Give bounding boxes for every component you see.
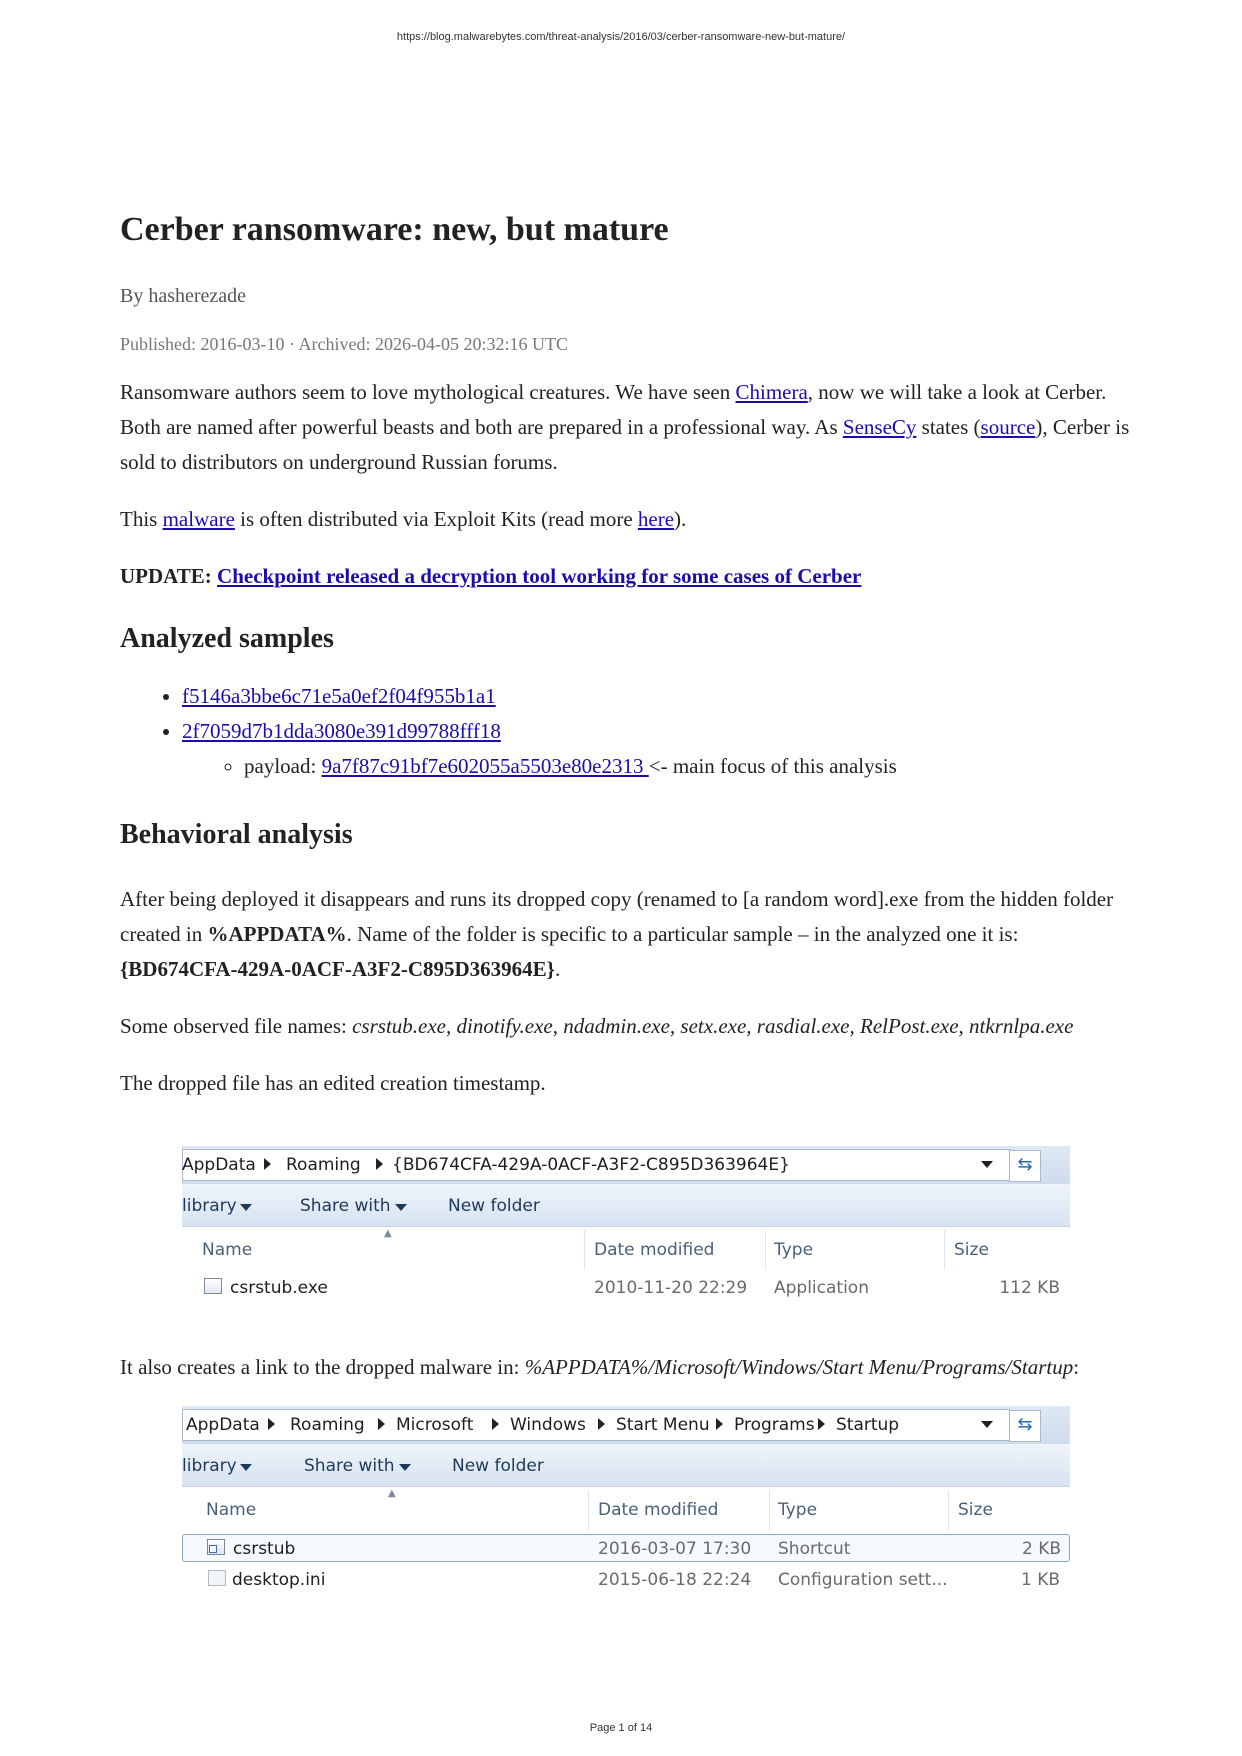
file-size: 1 KB — [1020, 1570, 1060, 1590]
column-header — [182, 1228, 1070, 1270]
samples-list — [120, 679, 1130, 784]
sort-up-icon: ▲ — [384, 1228, 392, 1239]
sample-link-2[interactable]: 2f7059d7b1dda3080e391d99788fff18 — [182, 719, 501, 744]
chevron-down-icon — [399, 1464, 411, 1471]
article-title: Cerber ransomware: new, but mature — [120, 211, 669, 248]
file-row[interactable] — [182, 1566, 1070, 1594]
crumb[interactable]: {BD674CFA-429A-0ACF-A3F2-C895D363964E} — [392, 1155, 790, 1175]
list-item — [182, 679, 1130, 714]
chevron-right-icon — [492, 1418, 499, 1430]
shortcut-icon — [207, 1539, 225, 1555]
chevron-down-icon — [240, 1464, 252, 1471]
share-with-button[interactable]: Share with — [304, 1456, 395, 1476]
startup-link-paragraph: It also creates a link to the dropped malware in: %APPDATA%/Microsoft/Windows/Start Menu/Programs/Startup: — [120, 1355, 1080, 1379]
sample-link-1[interactable]: f5146a3bbe6c71e5a0ef2f04f955b1a1 — [182, 684, 496, 709]
file-name: csrstub.exe — [230, 1278, 328, 1298]
application-icon — [204, 1278, 222, 1294]
refresh-icon[interactable]: ⇆ — [1009, 1150, 1041, 1182]
crumb[interactable]: AppData — [182, 1155, 256, 1175]
malware-link[interactable]: malware — [162, 506, 235, 531]
crumb[interactable]: Programs — [734, 1415, 815, 1435]
list-item — [182, 714, 1130, 784]
file-date: 2016-03-07 17:30 — [598, 1539, 752, 1559]
file-type: Application — [774, 1278, 869, 1298]
explorer-screenshot-1 — [182, 1146, 1070, 1320]
file-name: desktop.ini — [232, 1570, 326, 1590]
column-divider[interactable] — [769, 1490, 770, 1530]
page-number: Page 1 of 14 — [589, 1722, 653, 1734]
source-link[interactable]: source — [980, 414, 1036, 439]
chevron-down-icon — [395, 1204, 407, 1211]
chevron-down-icon[interactable] — [981, 1161, 993, 1168]
chevron-right-icon — [268, 1418, 275, 1430]
chevron-down-icon — [240, 1204, 252, 1211]
crumb[interactable]: Roaming — [290, 1415, 365, 1435]
chevron-down-icon[interactable] — [981, 1421, 993, 1428]
refresh-icon[interactable]: ⇆ — [1009, 1410, 1041, 1442]
chevron-right-icon — [716, 1418, 723, 1430]
address-bar — [182, 1146, 1070, 1185]
crumb[interactable]: Start Menu — [616, 1415, 710, 1435]
column-header — [182, 1488, 1070, 1530]
chevron-right-icon — [598, 1418, 605, 1430]
column-type[interactable]: Type — [778, 1500, 818, 1520]
chevron-right-icon — [264, 1158, 271, 1170]
new-folder-button[interactable]: New folder — [448, 1196, 540, 1216]
list-item: ◦ payload: 9a7f87c91bf7e602055a5503e80e2313 <- main focus of this analysis — [244, 749, 1130, 784]
file-row[interactable] — [182, 1534, 1070, 1562]
crumb[interactable]: Microsoft — [396, 1415, 474, 1435]
column-divider[interactable] — [765, 1230, 766, 1270]
crumb[interactable]: Startup — [836, 1415, 900, 1435]
crumb[interactable]: AppData — [186, 1415, 260, 1435]
new-folder-button[interactable]: New folder — [452, 1456, 544, 1476]
intro-paragraph: Ransomware authors seem to love mythological creatures. We have seen Chimera, now we will take a look at Cerber. Both are named after powerful beasts and both are prepared in a professional way. As SenseCy states (source), Cerber is sold to distributors on underground Russian forums. — [120, 379, 1130, 474]
byline: By hasherezade — [120, 284, 247, 307]
chimera-link[interactable]: Chimera — [735, 379, 808, 404]
behavior-paragraph: After being deployed it disappears and runs its dropped copy (renamed to [a random word].exe from the hidden folder created in %APPDATA%. Name of the folder is specific to a particular sample – in the analyzed one it is: {BD674CFA-429A-0ACF-A3F2-C895D363964E}. — [120, 886, 1114, 981]
command-bar — [182, 1184, 1070, 1227]
file-type: Shortcut — [778, 1539, 851, 1559]
samples-heading: Analyzed samples — [120, 622, 334, 654]
source-url: https://blog.malwarebytes.com/threat-analysis/2016/03/cerber-ransomware-new-but-mature/ — [396, 31, 846, 43]
file-size: 112 KB — [999, 1278, 1060, 1298]
crumb[interactable]: Windows — [510, 1415, 586, 1435]
file-row[interactable] — [182, 1274, 1070, 1302]
file-size: 2 KB — [1021, 1539, 1061, 1559]
column-date[interactable]: Date modified — [598, 1500, 719, 1520]
file-name: csrstub — [233, 1539, 296, 1559]
column-type[interactable]: Type — [774, 1240, 814, 1260]
column-name[interactable]: Name — [202, 1240, 253, 1260]
chevron-right-icon — [378, 1418, 385, 1430]
filenames-paragraph: Some observed file names: csrstub.exe, dinotify.exe, ndadmin.exe, setx.exe, rasdial.exe, RelPost.exe, ntkrnlpa.exe — [120, 1013, 1074, 1038]
behavior-heading: Behavioral analysis — [120, 819, 353, 851]
sensecy-link[interactable]: SenseCy — [842, 414, 917, 439]
chevron-right-icon — [818, 1418, 825, 1430]
sort-up-icon: ▲ — [388, 1488, 396, 1499]
explorer-screenshot-2 — [182, 1406, 1070, 1610]
chevron-right-icon — [376, 1158, 383, 1170]
crumb[interactable]: Roaming — [286, 1155, 361, 1175]
column-divider[interactable] — [584, 1230, 585, 1270]
column-size[interactable]: Size — [954, 1240, 989, 1260]
library-button[interactable]: library — [182, 1456, 237, 1476]
update-label: UPDATE: — [120, 563, 212, 588]
column-divider[interactable] — [588, 1490, 589, 1530]
update-paragraph — [120, 559, 1130, 594]
column-divider[interactable] — [948, 1490, 949, 1530]
distribution-paragraph: This malware is often distributed via Exploit Kits (read more here). — [120, 506, 687, 531]
decryption-tool-link[interactable]: Checkpoint released a decryption tool working for some cases of Cerber — [217, 563, 862, 588]
here-link[interactable]: here — [637, 506, 675, 531]
library-button[interactable]: library — [182, 1196, 237, 1216]
publish-meta: Published: 2016-03-10 · Archived: 2026-04-05 20:32:16 UTC — [120, 333, 568, 354]
file-date: 2010-11-20 22:29 — [594, 1278, 748, 1298]
column-size[interactable]: Size — [958, 1500, 993, 1520]
payload-link[interactable]: 9a7f87c91bf7e602055a5503e80e2313 — [321, 754, 649, 779]
sub-list — [182, 749, 1130, 784]
address-bar — [182, 1406, 1070, 1445]
column-divider[interactable] — [944, 1230, 945, 1270]
column-date[interactable]: Date modified — [594, 1240, 715, 1260]
file-date: 2015-06-18 22:24 — [598, 1570, 752, 1590]
share-with-button[interactable]: Share with — [300, 1196, 391, 1216]
column-name[interactable]: Name — [206, 1500, 257, 1520]
command-bar — [182, 1444, 1070, 1487]
timestamp-paragraph: The dropped file has an edited creation timestamp. — [120, 1070, 546, 1095]
article — [120, 210, 1130, 1101]
file-type: Configuration sett... — [778, 1570, 948, 1590]
settings-file-icon — [208, 1570, 226, 1586]
